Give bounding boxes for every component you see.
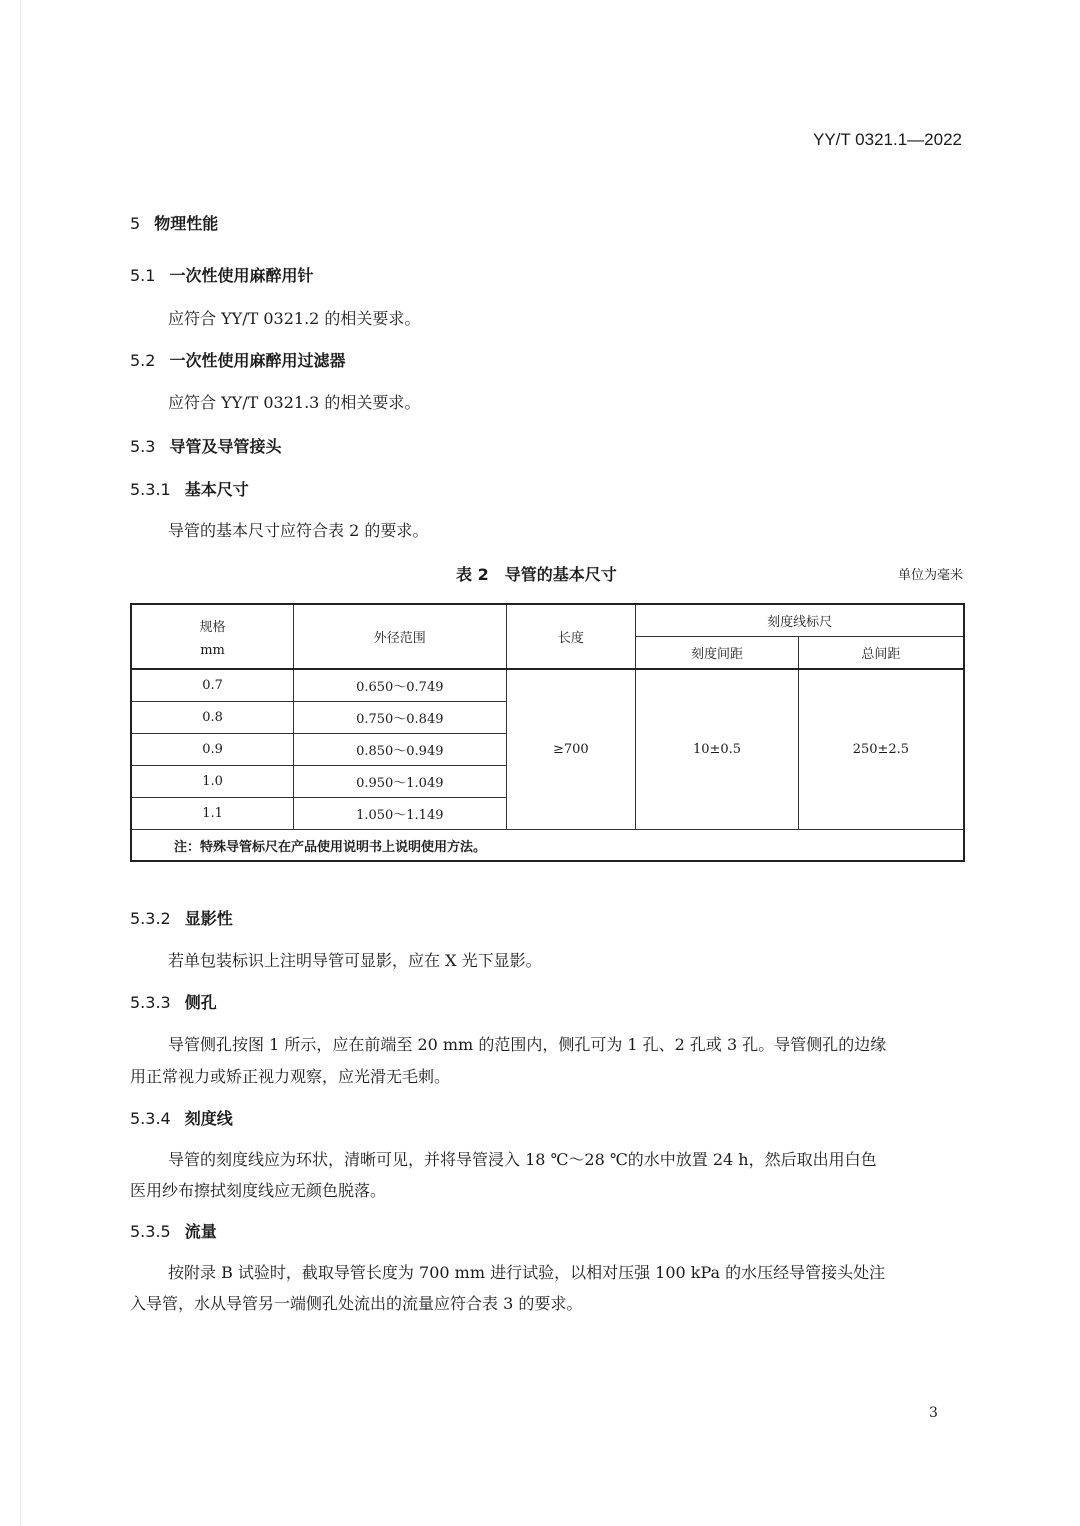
table-note: 注：特殊导管标尺在产品使用说明书上说明使用方法。	[131, 830, 964, 862]
cell-interval: 10±0.5	[636, 669, 799, 830]
header-total: 总间距	[798, 637, 964, 670]
heading-5-3	[130, 434, 281, 457]
cell-spec: 0.8	[131, 702, 294, 734]
paragraph: 应符合 YY/T 0321.3 的相关要求。	[168, 393, 421, 412]
heading-5-3-1	[130, 477, 249, 500]
section-title: 流量	[184, 1222, 217, 1241]
section-number: 5.1	[130, 266, 156, 285]
heading-5-3-2	[130, 906, 233, 929]
table-unit: 单位为毫米	[897, 568, 963, 583]
table-caption: 表 2 导管的基本尺寸	[456, 565, 617, 584]
heading-5-3-5	[130, 1219, 217, 1242]
section-number: 5.3.1	[130, 480, 171, 499]
header-interval: 刻度间距	[636, 637, 799, 670]
section-title: 基本尺寸	[184, 480, 249, 499]
table-2	[130, 603, 965, 862]
page-number: 3	[929, 1405, 938, 1421]
cell-spec: 0.7	[131, 669, 294, 702]
paragraph-line: 导管侧孔按图 1 所示，应在前端至 20 mm 的范围内，侧孔可为 1 孔、2 孔或 3 孔。导管侧孔的边缘	[168, 1035, 887, 1054]
scan-edge	[20, 0, 21, 1526]
heading-5-3-3	[130, 990, 217, 1013]
paragraph-line: 导管的刻度线应为环状，清晰可见，并将导管浸入 18 ℃～28 ℃的水中放置 24 h，然后取出用白色	[168, 1150, 877, 1169]
cell-spec: 1.1	[131, 798, 294, 830]
section-number: 5.3.5	[130, 1222, 171, 1241]
header-length: 长度	[506, 604, 636, 669]
section-title: 刻度线	[184, 1109, 233, 1128]
section-number: 5.3.4	[130, 1109, 171, 1128]
cell-total: 250±2.5	[798, 669, 964, 830]
paragraph-line: 用正常视力或矫正视力观察，应光滑无毛刺。	[130, 1067, 451, 1086]
section-number: 5	[130, 214, 141, 233]
paragraph-line: 按附录 B 试验时，截取导管长度为 700 mm 进行试验，以相对压强 100 kPa 的水压经导管接头处注	[168, 1263, 886, 1282]
cell-od: 0.950～1.049	[294, 766, 506, 798]
heading-5-1	[130, 263, 313, 286]
paragraph-line: 医用纱布擦拭刻度线应无颜色脱落。	[130, 1181, 387, 1200]
cell-od: 0.850～0.949	[294, 734, 506, 766]
heading-5-2	[130, 348, 345, 371]
cell-od: 1.050～1.149	[294, 798, 506, 830]
section-number: 5.3	[130, 437, 156, 456]
header-spec-label: 规格	[199, 619, 226, 635]
cell-od: 0.750～0.849	[294, 702, 506, 734]
paragraph: 若单包装标识上注明导管可显影，应在 X 光下显影。	[168, 951, 542, 970]
heading-5-3-4	[130, 1106, 233, 1129]
section-title: 一次性使用麻醉用过滤器	[169, 351, 346, 370]
section-title: 侧孔	[184, 993, 217, 1012]
section-title: 导管及导管接头	[169, 437, 282, 456]
section-title: 显影性	[184, 909, 233, 928]
section-number: 5.3.2	[130, 909, 171, 928]
table-row	[131, 669, 964, 702]
paragraph: 应符合 YY/T 0321.2 的相关要求。	[168, 309, 421, 328]
header-spec	[131, 604, 294, 669]
header-scale: 刻度线标尺	[636, 604, 964, 637]
cell-od: 0.650～0.749	[294, 669, 506, 702]
header-spec-unit: mm	[200, 642, 225, 658]
heading-5	[130, 211, 218, 234]
standard-code: YY/T 0321.1—2022	[812, 130, 962, 149]
header-od: 外径范围	[294, 604, 506, 669]
paragraph: 导管的基本尺寸应符合表 2 的要求。	[168, 521, 429, 540]
cell-length: ≥700	[506, 669, 636, 830]
paragraph-line: 入导管，水从导管另一端侧孔处流出的流量应符合表 3 的要求。	[130, 1294, 583, 1313]
section-number: 5.3.3	[130, 993, 171, 1012]
section-number: 5.2	[130, 351, 156, 370]
section-title: 一次性使用麻醉用针	[169, 266, 314, 285]
section-title: 物理性能	[154, 214, 219, 233]
cell-spec: 1.0	[131, 766, 294, 798]
cell-spec: 0.9	[131, 734, 294, 766]
